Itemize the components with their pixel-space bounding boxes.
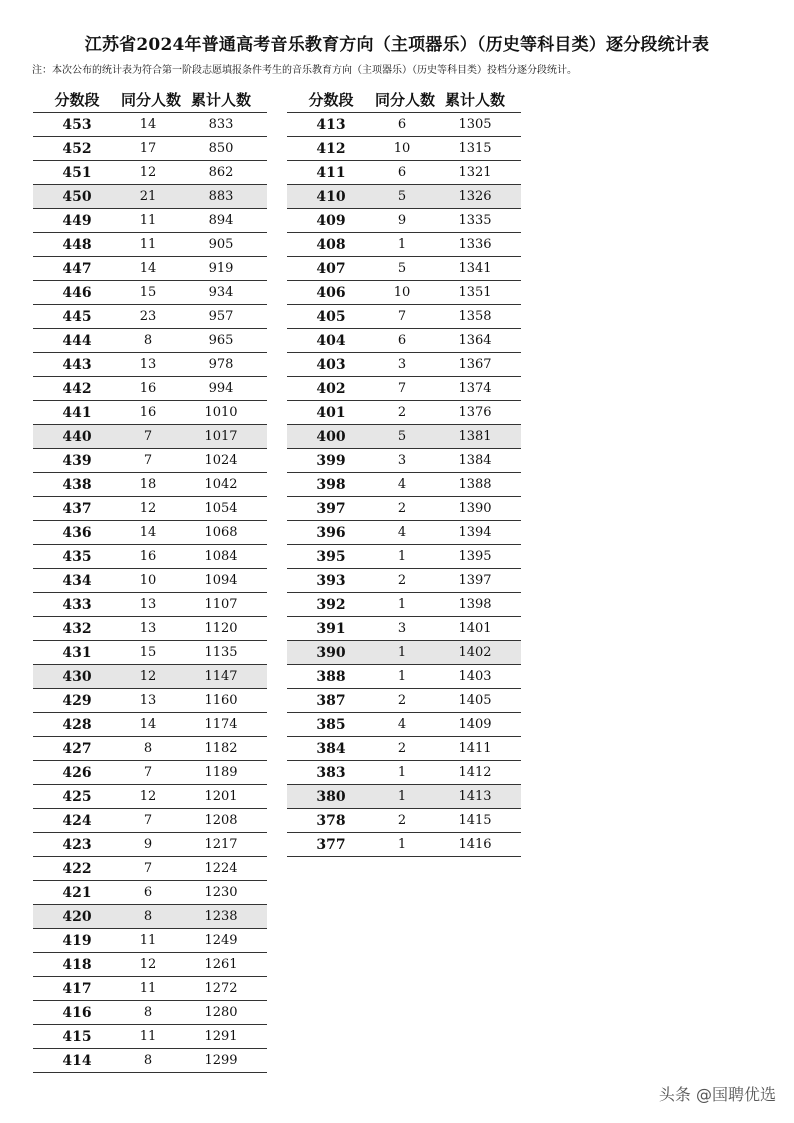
row-cumulative: 1321 <box>458 165 492 180</box>
row-score: 424 <box>62 812 92 829</box>
row-cumulative: 1413 <box>458 789 492 804</box>
row-score: 430 <box>62 668 92 685</box>
row-same-count: 8 <box>143 333 153 348</box>
row-score: 400 <box>316 428 346 445</box>
table-row <box>33 761 267 785</box>
header-cumulative: 累计人数 <box>190 90 251 109</box>
table-row <box>33 497 267 521</box>
row-same-count: 13 <box>139 597 157 612</box>
table-row <box>287 545 521 569</box>
table-row <box>33 257 267 281</box>
table-row <box>287 737 521 761</box>
row-score: 377 <box>316 836 346 853</box>
row-score: 383 <box>316 764 346 781</box>
table-row <box>287 425 521 449</box>
row-same-count: 1 <box>397 765 407 780</box>
table-row <box>33 569 267 593</box>
row-same-count: 10 <box>393 141 411 156</box>
row-cumulative: 1201 <box>204 789 238 804</box>
table-row <box>287 353 521 377</box>
table-row <box>33 1001 267 1025</box>
row-cumulative: 1189 <box>204 765 238 780</box>
row-cumulative: 1409 <box>458 717 492 732</box>
row-score: 440 <box>62 428 92 445</box>
table-row <box>287 761 521 785</box>
row-score: 448 <box>62 236 92 253</box>
row-same-count: 11 <box>139 1029 157 1044</box>
row-cumulative: 1390 <box>458 501 492 516</box>
table-row <box>33 185 267 209</box>
row-score: 408 <box>316 236 346 253</box>
row-score: 443 <box>62 356 92 373</box>
table-row <box>287 689 521 713</box>
table-row <box>33 377 267 401</box>
row-score: 409 <box>316 212 346 229</box>
row-same-count: 17 <box>139 141 157 156</box>
table-row <box>287 473 521 497</box>
row-score: 416 <box>62 1004 92 1021</box>
table-header <box>287 86 521 112</box>
row-cumulative: 1094 <box>204 573 238 588</box>
row-score: 423 <box>62 836 92 853</box>
row-score: 447 <box>62 260 92 277</box>
table-row <box>33 233 267 257</box>
table-row <box>287 593 521 617</box>
row-score: 422 <box>62 860 92 877</box>
row-same-count: 2 <box>397 693 407 708</box>
table-row <box>33 521 267 545</box>
row-cumulative: 894 <box>208 213 234 228</box>
row-cumulative: 1230 <box>204 885 238 900</box>
row-cumulative: 1174 <box>204 717 238 732</box>
row-same-count: 2 <box>397 573 407 588</box>
row-score: 439 <box>62 452 92 469</box>
row-score: 385 <box>316 716 346 733</box>
table-row <box>287 401 521 425</box>
row-cumulative: 1416 <box>458 837 492 852</box>
row-cumulative: 1403 <box>458 669 492 684</box>
table-row <box>33 809 267 833</box>
row-cumulative: 1135 <box>204 645 238 660</box>
row-same-count: 15 <box>139 645 157 660</box>
row-cumulative: 1120 <box>204 621 238 636</box>
row-cumulative: 1326 <box>458 189 492 204</box>
row-same-count: 14 <box>139 261 157 276</box>
row-same-count: 12 <box>139 165 157 180</box>
row-same-count: 12 <box>139 789 157 804</box>
table-row <box>287 233 521 257</box>
row-cumulative: 1107 <box>204 597 238 612</box>
row-cumulative: 994 <box>208 381 234 396</box>
row-cumulative: 1401 <box>458 621 492 636</box>
row-score: 437 <box>62 500 92 517</box>
row-cumulative: 1299 <box>204 1053 238 1068</box>
page-title: 江苏省2024年普通高考音乐教育方向（主项器乐）（历史等科目类）逐分段统计表 <box>84 35 710 55</box>
row-score: 429 <box>62 692 92 709</box>
table-row <box>33 617 267 641</box>
row-cumulative: 978 <box>208 357 234 372</box>
table-row <box>33 689 267 713</box>
row-same-count: 5 <box>397 429 407 444</box>
row-same-count: 1 <box>397 669 407 684</box>
row-cumulative: 1024 <box>204 453 238 468</box>
row-cumulative: 1398 <box>458 597 492 612</box>
row-score: 414 <box>62 1052 92 1069</box>
table-row <box>33 953 267 977</box>
row-same-count: 10 <box>139 573 157 588</box>
row-score: 417 <box>62 980 92 997</box>
row-cumulative: 1367 <box>458 357 492 372</box>
table-row <box>287 185 521 209</box>
row-score: 401 <box>316 404 346 421</box>
row-same-count: 14 <box>139 117 157 132</box>
row-same-count: 9 <box>143 837 153 852</box>
row-cumulative: 862 <box>208 165 234 180</box>
row-score: 412 <box>316 140 346 157</box>
row-score: 453 <box>62 116 92 133</box>
table-row <box>287 113 521 137</box>
row-score: 405 <box>316 308 346 325</box>
row-cumulative: 1376 <box>458 405 492 420</box>
table-row <box>287 137 521 161</box>
row-same-count: 9 <box>397 213 407 228</box>
table-row <box>33 209 267 233</box>
row-cumulative: 1412 <box>458 765 492 780</box>
row-score: 398 <box>316 476 346 493</box>
row-same-count: 8 <box>143 1053 153 1068</box>
row-same-count: 2 <box>397 405 407 420</box>
row-same-count: 8 <box>143 909 153 924</box>
table-row <box>287 449 521 473</box>
row-cumulative: 1364 <box>458 333 492 348</box>
row-score: 435 <box>62 548 92 565</box>
row-score: 404 <box>316 332 346 349</box>
table-body-left <box>33 112 267 1073</box>
row-score: 451 <box>62 164 92 181</box>
row-score: 390 <box>316 644 346 661</box>
table-row <box>33 353 267 377</box>
row-cumulative: 1351 <box>458 285 492 300</box>
row-score: 436 <box>62 524 92 541</box>
row-cumulative: 1291 <box>204 1029 238 1044</box>
table-row <box>33 881 267 905</box>
row-same-count: 13 <box>139 357 157 372</box>
row-score: 399 <box>316 452 346 469</box>
row-cumulative: 1388 <box>458 477 492 492</box>
row-score: 432 <box>62 620 92 637</box>
row-score: 418 <box>62 956 92 973</box>
row-same-count: 2 <box>397 813 407 828</box>
row-same-count: 2 <box>397 741 407 756</box>
row-same-count: 1 <box>397 645 407 660</box>
row-cumulative: 1381 <box>458 429 492 444</box>
table-row <box>33 833 267 857</box>
row-cumulative: 1405 <box>458 693 492 708</box>
table-row <box>287 713 521 737</box>
row-score: 425 <box>62 788 92 805</box>
row-same-count: 14 <box>139 525 157 540</box>
table-row <box>33 737 267 761</box>
row-cumulative: 1374 <box>458 381 492 396</box>
row-cumulative: 1415 <box>458 813 492 828</box>
row-same-count: 16 <box>139 381 157 396</box>
table-row <box>287 785 521 809</box>
row-score: 393 <box>316 572 346 589</box>
row-same-count: 18 <box>139 477 157 492</box>
row-score: 395 <box>316 548 346 565</box>
row-score: 428 <box>62 716 92 733</box>
row-same-count: 7 <box>143 765 153 780</box>
table-row <box>33 977 267 1001</box>
score-table-left <box>33 86 267 1073</box>
row-same-count: 8 <box>143 1005 153 1020</box>
row-score: 407 <box>316 260 346 277</box>
table-row <box>33 905 267 929</box>
row-cumulative: 1397 <box>458 573 492 588</box>
row-same-count: 3 <box>397 453 407 468</box>
row-same-count: 8 <box>143 741 153 756</box>
table-row <box>287 617 521 641</box>
header-score: 分数段 <box>54 90 100 109</box>
row-score: 387 <box>316 692 346 709</box>
row-score: 442 <box>62 380 92 397</box>
row-same-count: 1 <box>397 549 407 564</box>
row-same-count: 12 <box>139 501 157 516</box>
table-row <box>33 425 267 449</box>
table-row <box>33 1025 267 1049</box>
row-score: 384 <box>316 740 346 757</box>
row-score: 444 <box>62 332 92 349</box>
row-cumulative: 1084 <box>204 549 238 564</box>
row-cumulative: 1224 <box>204 861 238 876</box>
table-row <box>287 809 521 833</box>
row-cumulative: 1042 <box>204 477 238 492</box>
table-row <box>287 569 521 593</box>
row-same-count: 23 <box>139 309 157 324</box>
table-row <box>287 497 521 521</box>
row-score: 402 <box>316 380 346 397</box>
row-same-count: 3 <box>397 621 407 636</box>
row-same-count: 6 <box>397 165 407 180</box>
table-row <box>33 401 267 425</box>
table-body-right <box>287 112 521 857</box>
row-score: 450 <box>62 188 92 205</box>
row-same-count: 10 <box>393 285 411 300</box>
table-row <box>33 785 267 809</box>
row-same-count: 7 <box>143 861 153 876</box>
row-cumulative: 1395 <box>458 549 492 564</box>
table-row <box>287 641 521 665</box>
row-cumulative: 1402 <box>458 645 492 660</box>
row-score: 421 <box>62 884 92 901</box>
row-same-count: 2 <box>397 501 407 516</box>
row-score: 446 <box>62 284 92 301</box>
row-cumulative: 1315 <box>458 141 492 156</box>
row-score: 391 <box>316 620 346 637</box>
row-same-count: 12 <box>139 669 157 684</box>
row-same-count: 11 <box>139 237 157 252</box>
row-cumulative: 919 <box>208 261 234 276</box>
row-same-count: 11 <box>139 981 157 996</box>
row-score: 427 <box>62 740 92 757</box>
row-same-count: 6 <box>397 333 407 348</box>
row-score: 403 <box>316 356 346 373</box>
row-cumulative: 1411 <box>458 741 492 756</box>
table-row <box>33 113 267 137</box>
row-cumulative: 1017 <box>204 429 238 444</box>
row-cumulative: 1208 <box>204 813 238 828</box>
row-cumulative: 1182 <box>204 741 238 756</box>
row-same-count: 1 <box>397 789 407 804</box>
table-row <box>33 857 267 881</box>
row-same-count: 16 <box>139 549 157 564</box>
row-same-count: 21 <box>139 189 157 204</box>
row-cumulative: 965 <box>208 333 234 348</box>
row-cumulative: 1394 <box>458 525 492 540</box>
row-cumulative: 1384 <box>458 453 492 468</box>
row-cumulative: 1305 <box>458 117 492 132</box>
table-row <box>287 209 521 233</box>
table-row <box>287 665 521 689</box>
table-row <box>33 161 267 185</box>
row-same-count: 15 <box>139 285 157 300</box>
row-same-count: 7 <box>143 813 153 828</box>
table-row <box>287 833 521 857</box>
row-cumulative: 1358 <box>458 309 492 324</box>
table-row <box>33 593 267 617</box>
header-same-count: 同分人数 <box>121 90 182 109</box>
row-same-count: 1 <box>397 237 407 252</box>
table-row <box>33 329 267 353</box>
row-cumulative: 1238 <box>204 909 238 924</box>
row-score: 380 <box>316 788 346 805</box>
row-cumulative: 1160 <box>204 693 238 708</box>
row-score: 406 <box>316 284 346 301</box>
row-cumulative: 833 <box>208 117 234 132</box>
table-row <box>33 449 267 473</box>
row-same-count: 11 <box>139 213 157 228</box>
row-score: 438 <box>62 476 92 493</box>
row-same-count: 13 <box>139 693 157 708</box>
table-row <box>287 329 521 353</box>
table-row <box>33 1049 267 1073</box>
table-note: 注：本次公布的统计表为符合第一阶段志愿填报条件考生的音乐教育方向（主项器乐）（历史等科目类）投档分逐分段统计。 <box>32 65 577 76</box>
table-row <box>287 161 521 185</box>
table-row <box>33 137 267 161</box>
row-same-count: 1 <box>397 597 407 612</box>
row-cumulative: 905 <box>208 237 234 252</box>
row-cumulative: 934 <box>208 285 234 300</box>
row-cumulative: 1272 <box>204 981 238 996</box>
table-row <box>33 305 267 329</box>
table-row <box>33 473 267 497</box>
table-row <box>287 521 521 545</box>
row-score: 378 <box>316 812 346 829</box>
row-same-count: 14 <box>139 717 157 732</box>
table-row <box>287 281 521 305</box>
row-same-count: 5 <box>397 261 407 276</box>
row-cumulative: 1336 <box>458 237 492 252</box>
header-same-count: 同分人数 <box>375 90 436 109</box>
row-score: 452 <box>62 140 92 157</box>
table-row <box>33 665 267 689</box>
table-row <box>33 713 267 737</box>
row-cumulative: 1341 <box>458 261 492 276</box>
table-row <box>287 377 521 401</box>
row-cumulative: 1054 <box>204 501 238 516</box>
table-row <box>33 641 267 665</box>
row-same-count: 7 <box>143 453 153 468</box>
row-same-count: 12 <box>139 957 157 972</box>
row-same-count: 7 <box>397 309 407 324</box>
row-cumulative: 1335 <box>458 213 492 228</box>
row-same-count: 3 <box>397 357 407 372</box>
row-same-count: 11 <box>139 933 157 948</box>
row-score: 445 <box>62 308 92 325</box>
row-score: 388 <box>316 668 346 685</box>
header-cumulative: 累计人数 <box>444 90 505 109</box>
row-score: 420 <box>62 908 92 925</box>
row-same-count: 4 <box>397 477 407 492</box>
row-score: 413 <box>316 116 346 133</box>
row-score: 396 <box>316 524 346 541</box>
table-row <box>33 929 267 953</box>
row-score: 441 <box>62 404 92 421</box>
row-same-count: 16 <box>139 405 157 420</box>
row-cumulative: 1147 <box>204 669 238 684</box>
row-score: 433 <box>62 596 92 613</box>
table-row <box>33 545 267 569</box>
row-same-count: 4 <box>397 525 407 540</box>
row-cumulative: 957 <box>208 309 234 324</box>
row-score: 397 <box>316 500 346 517</box>
row-same-count: 5 <box>397 189 407 204</box>
row-same-count: 7 <box>143 429 153 444</box>
table-row <box>287 257 521 281</box>
row-score: 415 <box>62 1028 92 1045</box>
row-cumulative: 850 <box>208 141 234 156</box>
score-table-right <box>287 86 521 857</box>
table-row <box>33 281 267 305</box>
row-score: 426 <box>62 764 92 781</box>
row-cumulative: 1249 <box>204 933 238 948</box>
watermark: 头条 @国聘优选 <box>658 1085 776 1104</box>
row-same-count: 13 <box>139 621 157 636</box>
row-score: 411 <box>316 164 346 181</box>
row-cumulative: 1010 <box>204 405 238 420</box>
row-cumulative: 1217 <box>204 837 238 852</box>
row-cumulative: 1280 <box>204 1005 238 1020</box>
row-same-count: 7 <box>397 381 407 396</box>
table-header <box>33 86 267 112</box>
row-same-count: 6 <box>143 885 153 900</box>
row-score: 392 <box>316 596 346 613</box>
row-cumulative: 1068 <box>204 525 238 540</box>
row-score: 410 <box>316 188 346 205</box>
row-score: 431 <box>62 644 92 661</box>
row-same-count: 1 <box>397 837 407 852</box>
row-same-count: 6 <box>397 117 407 132</box>
row-cumulative: 1261 <box>204 957 238 972</box>
row-cumulative: 883 <box>208 189 234 204</box>
table-row <box>287 305 521 329</box>
row-score: 449 <box>62 212 92 229</box>
row-score: 419 <box>62 932 92 949</box>
header-score: 分数段 <box>308 90 354 109</box>
row-score: 434 <box>62 572 92 589</box>
row-same-count: 4 <box>397 717 407 732</box>
